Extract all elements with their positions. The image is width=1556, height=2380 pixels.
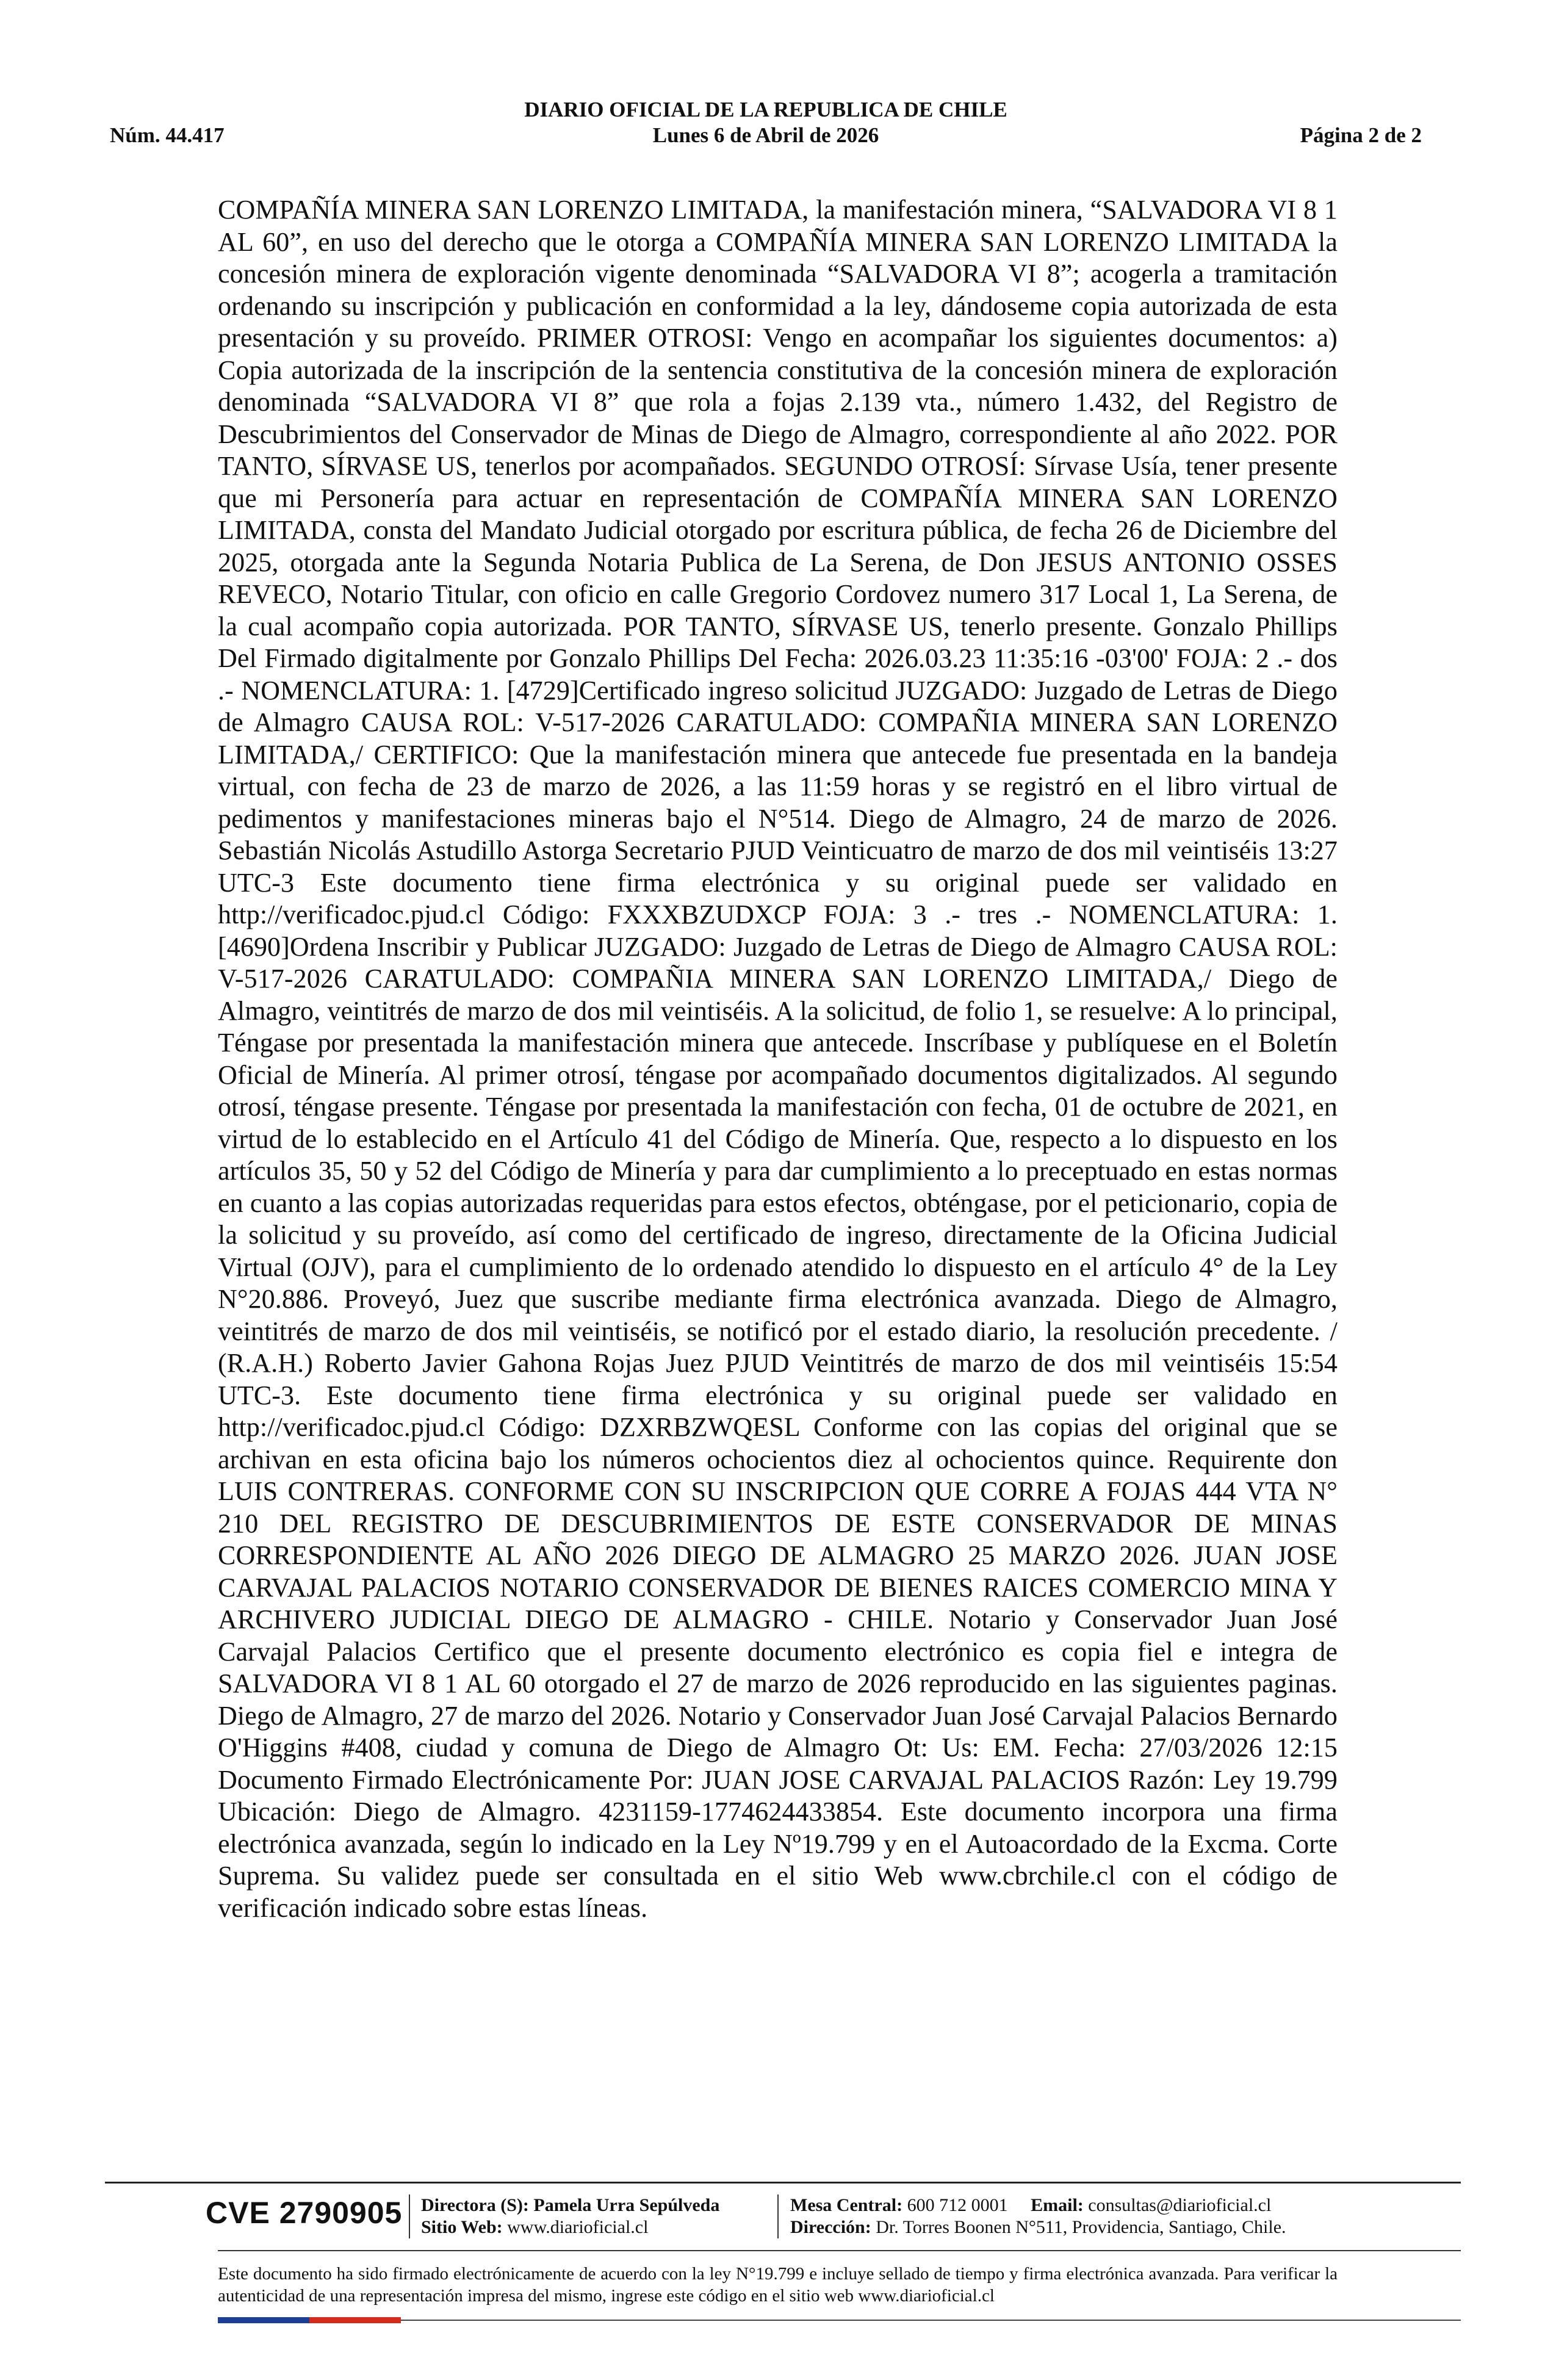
- direccion-value: Dr. Torres Boonen N°511, Providencia, Santiago, Chile.: [876, 2217, 1286, 2237]
- footer-contact-right: [790, 2194, 1286, 2238]
- footer-bottom-rule: [401, 2320, 1461, 2321]
- email-link[interactable]: consultas@diarioficial.cl: [1088, 2195, 1272, 2215]
- cve-code: CVE 2790905: [206, 2196, 403, 2230]
- verification-note: Este documento ha sido firmado electrónicamente de acuerdo con la ley N°19.799 e incluye sellado de tiempo y firma electrónica avanzada. Para verificar la autenticidad de una representación impresa del mismo, ingrese este código en el sitio web www.diarioficial.cl: [218, 2264, 1338, 2306]
- sitio-line: [421, 2216, 719, 2238]
- email-label: Email:: [1031, 2195, 1084, 2215]
- mesa-value: 600 712 0001: [907, 2195, 1008, 2215]
- footer-divider-secondary: [218, 2250, 1461, 2251]
- issue-number: Núm. 44.417: [110, 123, 225, 147]
- direccion-line: [790, 2216, 1286, 2238]
- directora-label: Directora (S):: [421, 2195, 529, 2215]
- sitio-label: Sitio Web:: [421, 2217, 503, 2237]
- page-header: [110, 92, 1422, 159]
- directora-value: Pamela Urra Sepúlveda: [533, 2195, 720, 2215]
- sitio-link[interactable]: www.diarioficial.cl: [507, 2217, 649, 2237]
- footer-contact-left: [421, 2194, 719, 2238]
- chile-flag-stripe: [218, 2317, 401, 2323]
- footer-separator: [777, 2194, 779, 2238]
- mesa-line: [790, 2194, 1286, 2216]
- body-text: COMPAÑÍA MINERA SAN LORENZO LIMITADA, la manifestación minera, “SALVADORA VI 8 1 AL 60”, en uso del derecho que le otorga a COMPAÑÍA MINERA SAN LORENZO LIMITADA la concesión minera de exploración vigente denominada “SALVADORA VI 8”; acogerla a tramitación ordenando su inscripción y publicación en conformidad a la ley, dándoseme copia autorizada de esta presentación y su proveído. PRIMER OTROSI: Vengo en acompañar los siguientes documentos: a) Copia autorizada de la inscripción de la sentencia constitutiva de la concesión minera de exploración denominada “SALVADORA VI 8” que rola a fojas 2.139 vta., número 1.432, del Registro de Descubrimientos del Conservador de Minas de Diego de Almagro, correspondiente al año 2022. POR TANTO, SÍRVASE US, tenerlos por acompañados. SEGUNDO OTROSÍ: Sírvase Usía, tener presente que mi Personería para actuar en representación de COMPAÑÍA MINERA SAN LORENZO LIMITADA, consta del Mandato Judicial otorgado por escritura pública, de fecha 26 de Diciembre del 2025, otorgada ante la Segunda Notaria Publica de La Serena, de Don JESUS ANTONIO OSSES REVECO, Notario Titular, con oficio en calle Gregorio Cordovez numero 317 Local 1, La Serena, de la cual acompaño copia autorizada. POR TANTO, SÍRVASE US, tenerlo presente. Gonzalo Phillips Del Firmado digitalmente por Gonzalo Phillips Del Fecha: 2026.03.23 11:35:16 -03'00' FOJA: 2 .- dos .- NOMENCLATURA: 1. [4729]Certificado ingreso solicitud JUZGADO: Juzgado de Letras de Diego de Almagro CAUSA ROL: V-517-2026 CARATULADO: COMPAÑIA MINERA SAN LORENZO LIMITADA,/ CERTIFICO: Que la manifestación minera que antecede fue presentada en la bandeja virtual, con fecha de 23 de marzo de 2026, a las 11:59 horas y se registró en el libro virtual de pedimentos y manifestaciones mineras bajo el N°514. Diego de Almagro, 24 de marzo de 2026. Sebastián Nicolás Astudillo Astorga Secretario PJUD Veinticuatro de marzo de dos mil veintiséis 13:27 UTC-3 Este documento tiene firma electrónica y su original puede ser validado en http://verificadoc.pjud.cl Código: FXXXBZUDXCP FOJA: 3 .- tres .- NOMENCLATURA: 1. [4690]Ordena Inscribir y Publicar JUZGADO: Juzgado de Letras de Diego de Almagro CAUSA ROL: V-517-2026 CARATULADO: COMPAÑIA MINERA SAN LORENZO LIMITADA,/ Diego de Almagro, veintitrés de marzo de dos mil veintiséis. A la solicitud, de folio 1, se resuelve: A lo principal, Téngase por presentada la manifestación minera que antecede. Inscríbase y publíquese en el Boletín Oficial de Minería. Al primer otrosí, téngase por acompañado documentos digitalizados. Al segundo otrosí, téngase presente. Téngase por presentada la manifestación con fecha, 01 de octubre de 2021, en virtud de lo establecido en el Artículo 41 del Código de Minería. Que, respecto a lo dispuesto en los artículos 35, 50 y 52 del Código de Minería y para dar cumplimiento a lo preceptuado en estas normas en cuanto a las copias autorizadas requeridas para estos efectos, obténgase, por el peticionario, copia de la solicitud y su proveído, así como del certificado de ingreso, directamente de la Oficina Judicial Virtual (OJV), para el cumplimiento de lo ordenado atendido lo dispuesto en el artículo 4° de la Ley N°20.886. Proveyó, Juez que suscribe mediante firma electrónica avanzada. Diego de Almagro, veintitrés de marzo de dos mil veintiséis, se notificó por el estado diario, la resolución precedente. / (R.A.H.) Roberto Javier Gahona Rojas Juez PJUD Veintitrés de marzo de dos mil veintiséis 15:54 UTC-3. Este documento tiene firma electrónica y su original puede ser validado en http://verificadoc.pjud.cl Código: DZXRBZWQESL Conforme con las copias del original que se archivan en esta oficina bajo los números ochocientos diez al ochocientos quince. Requirente don LUIS CONTRERAS. CONFORME CON SU INSCRIPCION QUE CORRE A FOJAS 444 VTA N° 210 DEL REGISTRO DE DESCUBRIMIENTOS DE ESTE CONSERVADOR DE MINAS CORRESPONDIENTE AL AÑO 2026 DIEGO DE ALMAGRO 25 MARZO 2026. JUAN JOSE CARVAJAL PALACIOS NOTARIO CONSERVADOR DE BIENES RAICES COMERCIO MINA Y ARCHIVERO JUDICIAL DIEGO DE ALMAGRO - CHILE. Notario y Conservador Juan José Carvajal Palacios Certifico que el presente documento electrónico es copia fiel e integra de SALVADORA VI 8 1 AL 60 otorgado el 27 de marzo de 2026 reproducido en las siguientes paginas. Diego de Almagro, 27 de marzo del 2026. Notario y Conservador Juan José Carvajal Palacios Bernardo O'Higgins #408, ciudad y comuna de Diego de Almagro Ot: Us: EM. Fecha: 27/03/2026 12:15 Documento Firmado Electrónicamente Por: JUAN JOSE CARVAJAL PALACIOS Razón: Ley 19.799 Ubicación: Diego de Almagro. 4231159-1774624433854. Este documento incorpora una firma electrónica avanzada, según lo indicado en la Ley Nº19.799 y en el Autoacordado de la Excma. Corte Suprema. Su validez puede ser consultada en el sitio Web www.cbrchile.cl con el código de verificación indicado sobre estas líneas.: [218, 195, 1338, 1923]
- page-number: Página 2 de 2: [1300, 123, 1422, 147]
- mesa-label: Mesa Central:: [790, 2195, 903, 2215]
- footer-separator: [409, 2194, 410, 2238]
- direccion-label: Dirección:: [790, 2217, 871, 2237]
- flag-blue-band: [218, 2317, 309, 2323]
- header-row: [110, 123, 1422, 154]
- issue-date: Lunes 6 de Abril de 2026: [652, 123, 879, 147]
- publication-title: DIARIO OFICIAL DE LA REPUBLICA DE CHILE: [524, 98, 1007, 121]
- flag-red-band: [309, 2317, 401, 2323]
- footer-divider: [105, 2182, 1461, 2183]
- directora-line: [421, 2194, 719, 2216]
